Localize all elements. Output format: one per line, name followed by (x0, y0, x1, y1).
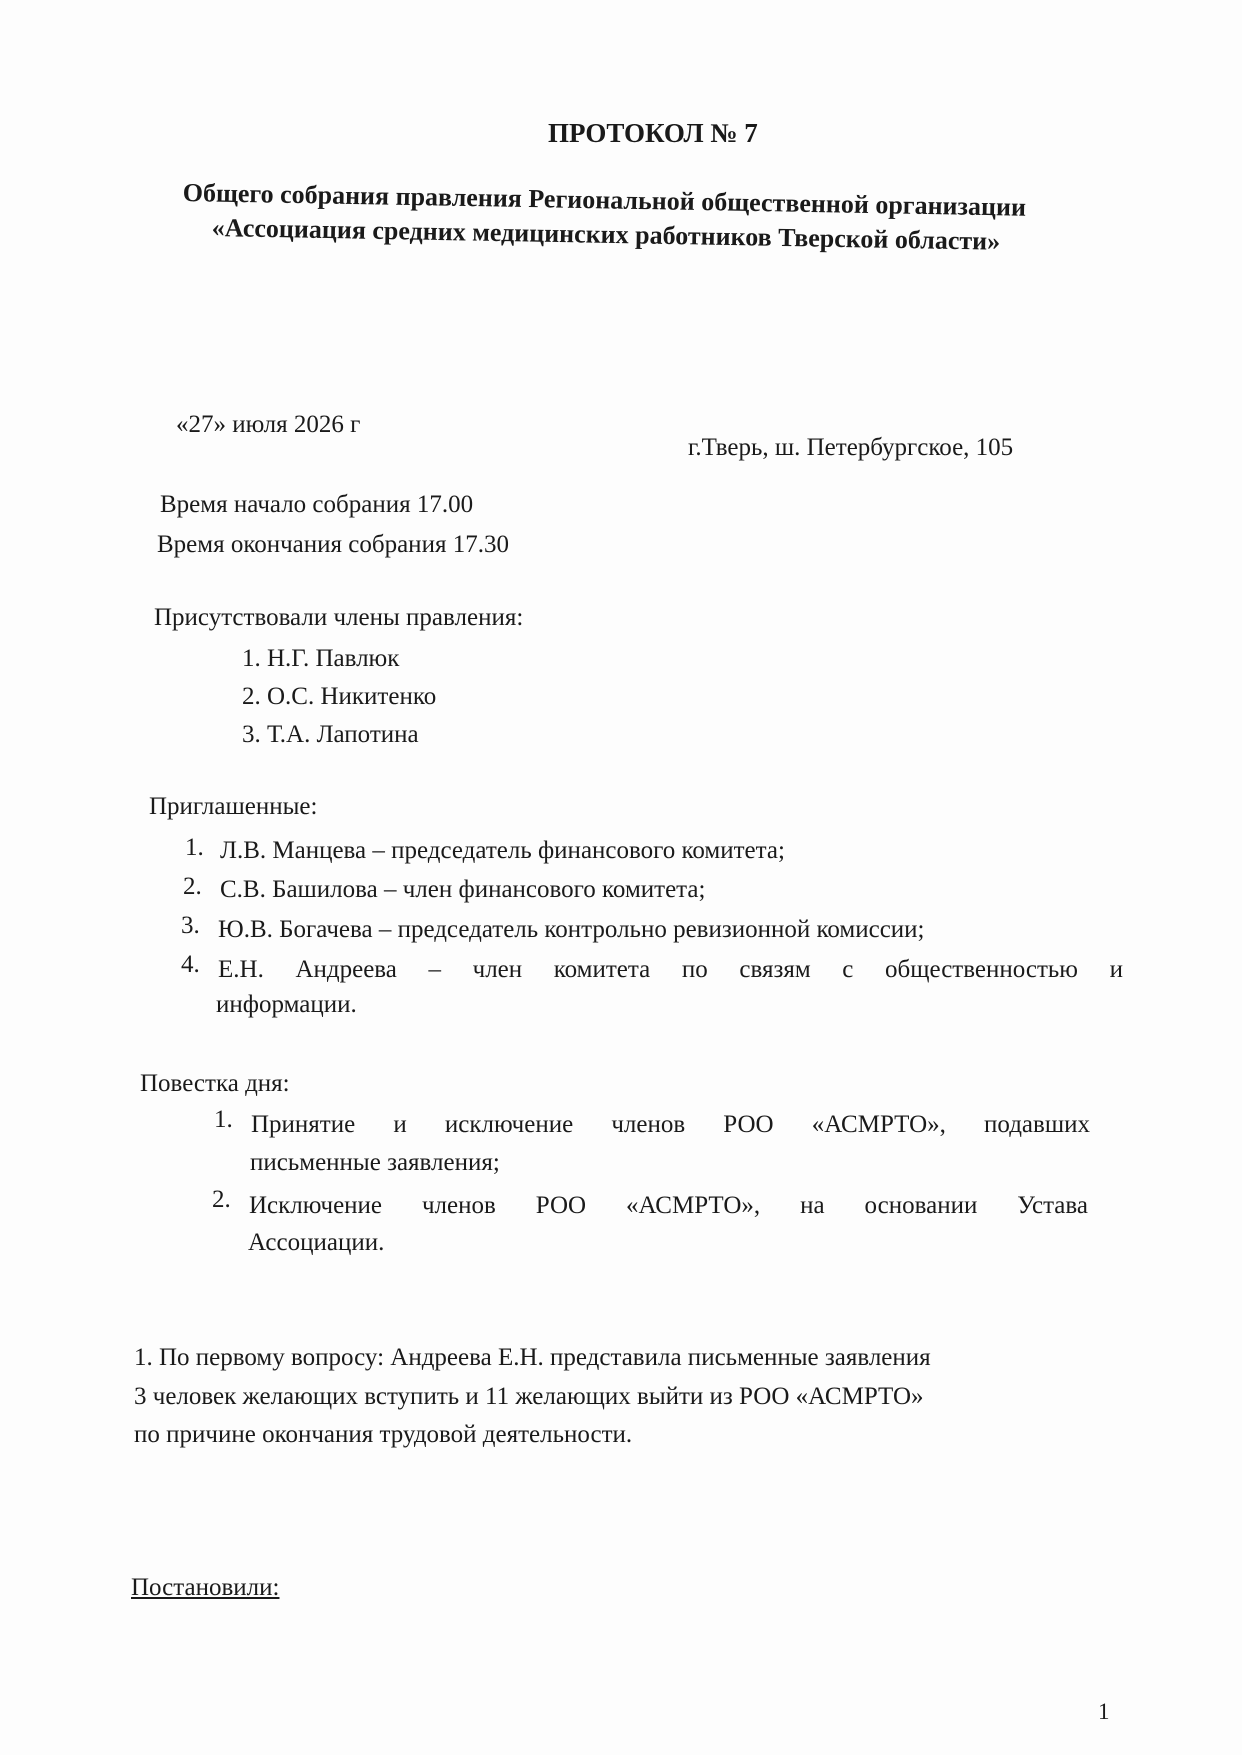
present-item-num: 1. (242, 645, 261, 672)
subtitle-line-1: Общего собрания правления Региональной общественной организации (182, 178, 1027, 222)
invited-item-continuation: информации. (216, 991, 357, 1018)
present-item-num: 2. (242, 683, 261, 710)
meeting-location: г.Тверь, ш. Петербургское, 105 (688, 434, 1014, 461)
agenda-item-justified (251, 1110, 1090, 1140)
word: и (393, 1111, 407, 1138)
meeting-date: «27» июля 2026 г (176, 411, 361, 438)
invited-num: 3. (181, 912, 200, 939)
word: исключение (444, 1111, 574, 1138)
decided-header: Постановили: (131, 1574, 280, 1601)
present-item (242, 644, 399, 674)
invited-num: 1. (185, 834, 204, 861)
present-item-name: Н.Г. Павлюк (267, 645, 400, 672)
first-question-line: по причине окончания трудовой деятельности. (134, 1421, 633, 1448)
word: РОО (535, 1192, 587, 1219)
invited-item: Л.В. Манцева – председатель финансового комитета; (220, 837, 785, 864)
word: Исключение (249, 1192, 383, 1219)
word: – (428, 956, 441, 983)
word: и (1109, 956, 1123, 983)
first-question-line: 3 человек желающих вступить и 11 желающих выйти из РОО «АСМРТО» (134, 1383, 924, 1410)
agenda-num: 2. (212, 1186, 231, 1213)
present-item-num: 3. (242, 721, 261, 748)
subtitle-line-2: «Ассоциация средних медицинских работников Тверской области» (211, 213, 1001, 256)
word: членов (421, 1192, 496, 1219)
word: Принятие (251, 1111, 356, 1138)
first-question-line: 1. По первому вопросу: Андреева Е.Н. представила письменные заявления (134, 1344, 931, 1371)
word: Андреева (295, 956, 397, 983)
agenda-item-continuation: Ассоциации. (248, 1229, 385, 1256)
page-number: 1 (1098, 1699, 1110, 1724)
word: связям (739, 956, 811, 983)
word: Е.Н. (218, 956, 264, 983)
invited-item: Ю.В. Богачева – председатель контрольно ревизионной комиссии; (218, 916, 925, 943)
word: по (681, 956, 708, 983)
invited-num: 4. (181, 951, 200, 978)
present-header: Присутствовали члены правления: (154, 604, 524, 631)
agenda-header: Повестка дня: (140, 1070, 290, 1097)
present-item-name: Т.А. Лапотина (267, 721, 419, 748)
invited-header: Приглашенные: (149, 793, 318, 820)
agenda-num: 1. (214, 1106, 233, 1133)
time-end: Время окончания собрания 17.30 (157, 531, 509, 558)
word: Устава (1017, 1192, 1088, 1219)
word: подавших (984, 1111, 1090, 1138)
word: РОО (723, 1111, 774, 1138)
word: член (472, 956, 523, 983)
invited-item: С.В. Башилова – член финансового комитета; (220, 876, 706, 903)
word: с (842, 956, 854, 983)
present-item (242, 682, 436, 712)
word: членов (611, 1111, 686, 1138)
time-start: Время начало собрания 17.00 (160, 491, 474, 518)
word: «АСМРТО», (811, 1111, 946, 1138)
word: комитета (553, 956, 651, 983)
agenda-item-justified (249, 1191, 1088, 1221)
word: основании (864, 1192, 978, 1219)
word: общественностью (885, 956, 1078, 983)
agenda-item-continuation: письменные заявления; (250, 1149, 500, 1176)
present-item-name: О.С. Никитенко (267, 683, 437, 710)
word: на (800, 1192, 825, 1219)
invited-num: 2. (183, 873, 202, 900)
word: «АСМРТО», (626, 1192, 761, 1219)
present-item (242, 720, 419, 750)
invited-item-justified (218, 955, 1123, 985)
page-title: ПРОТОКОЛ № 7 (548, 118, 758, 148)
